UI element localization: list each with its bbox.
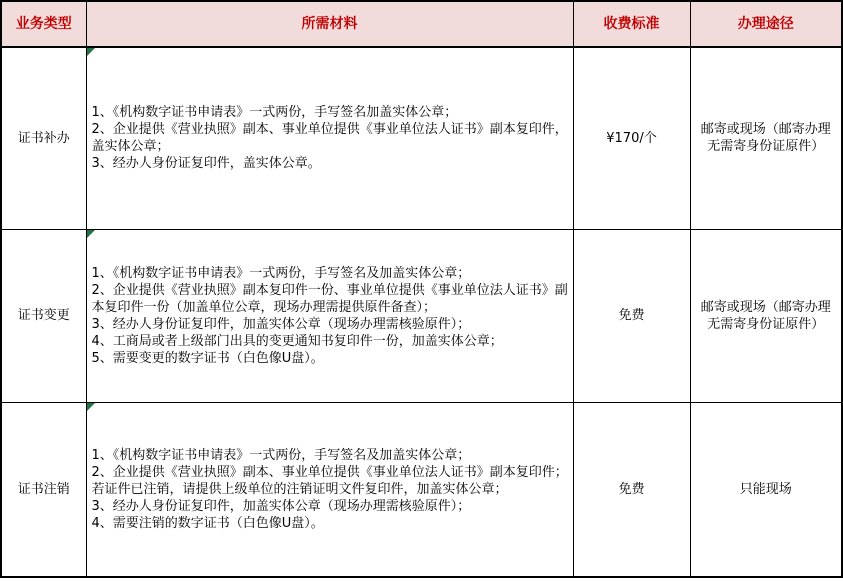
material-item: 4、工商局或者上级部门出具的变更通知书复印件一份，加盖实体公章；: [91, 333, 503, 349]
fee-cell: 免费: [573, 229, 690, 402]
table-row: [1, 402, 842, 577]
material-item: 2、企业提供《营业执照》副本、事业单位提供《事业单位法人证书》副本复印件；若证件已注销，请提供上级单位的注销证明文件复印件，加盖实体公章；: [91, 464, 568, 497]
green-corner-marker-icon: [87, 48, 95, 56]
header-business-type: 业务类型: [1, 1, 86, 47]
material-item: 4、需要注销的数字证书（白色像U盘）。: [91, 515, 324, 531]
material-item: 1、《机构数字证书申请表》一式两份，手写签名加盖实体公章；: [91, 105, 458, 121]
business-type-cell: 证书补办: [1, 47, 86, 229]
material-item: 1、《机构数字证书申请表》一式两份，手写签名及加盖实体公章；: [91, 447, 471, 463]
method-cell: 邮寄或现场（邮寄办理无需寄身份证原件）: [690, 229, 842, 402]
method-cell: 只能现场: [690, 402, 842, 577]
material-item: 3、经办人身份证复印件，加盖实体公章（现场办理需核验原件）；: [91, 498, 471, 514]
material-item: 2、企业提供《营业执照》副本、事业单位提供《事业单位法人证书》副本复印件，盖实体公章；: [91, 122, 568, 155]
green-corner-marker-icon: [87, 403, 95, 411]
fee-cell: ¥170/个: [573, 47, 690, 229]
green-corner-marker-icon: [87, 230, 95, 238]
material-item: 3、经办人身份证复印件，加盖实体公章（现场办理需核验原件）；: [91, 316, 471, 332]
material-item: 2、企业提供《营业执照》副本复印件一份、事业单位提供《事业单位法人证书》副本复印件一份（加盖单位公章，现场办理需提供原件备查）；: [91, 282, 568, 315]
header-materials: 所需材料: [86, 1, 573, 47]
header-method: 办理途径: [690, 1, 842, 47]
header-fee: 收费标准: [573, 1, 690, 47]
material-item: 3、经办人身份证复印件，盖实体公章。: [91, 156, 321, 172]
table-row: [1, 229, 842, 402]
material-item: 5、需要变更的数字证书（白色像U盘）。: [91, 350, 324, 366]
business-type-cell: 证书注销: [1, 402, 86, 577]
materials-cell: [86, 47, 573, 229]
method-cell: 邮寄或现场（邮寄办理无需寄身份证原件）: [690, 47, 842, 229]
materials-cell: [86, 229, 573, 402]
fee-cell: 免费: [573, 402, 690, 577]
table-row: [1, 47, 842, 229]
material-item: 1、《机构数字证书申请表》一式两份，手写签名及加盖实体公章；: [91, 265, 471, 281]
materials-cell: [86, 402, 573, 577]
business-type-cell: 证书变更: [1, 229, 86, 402]
table-header-row: [1, 1, 842, 47]
